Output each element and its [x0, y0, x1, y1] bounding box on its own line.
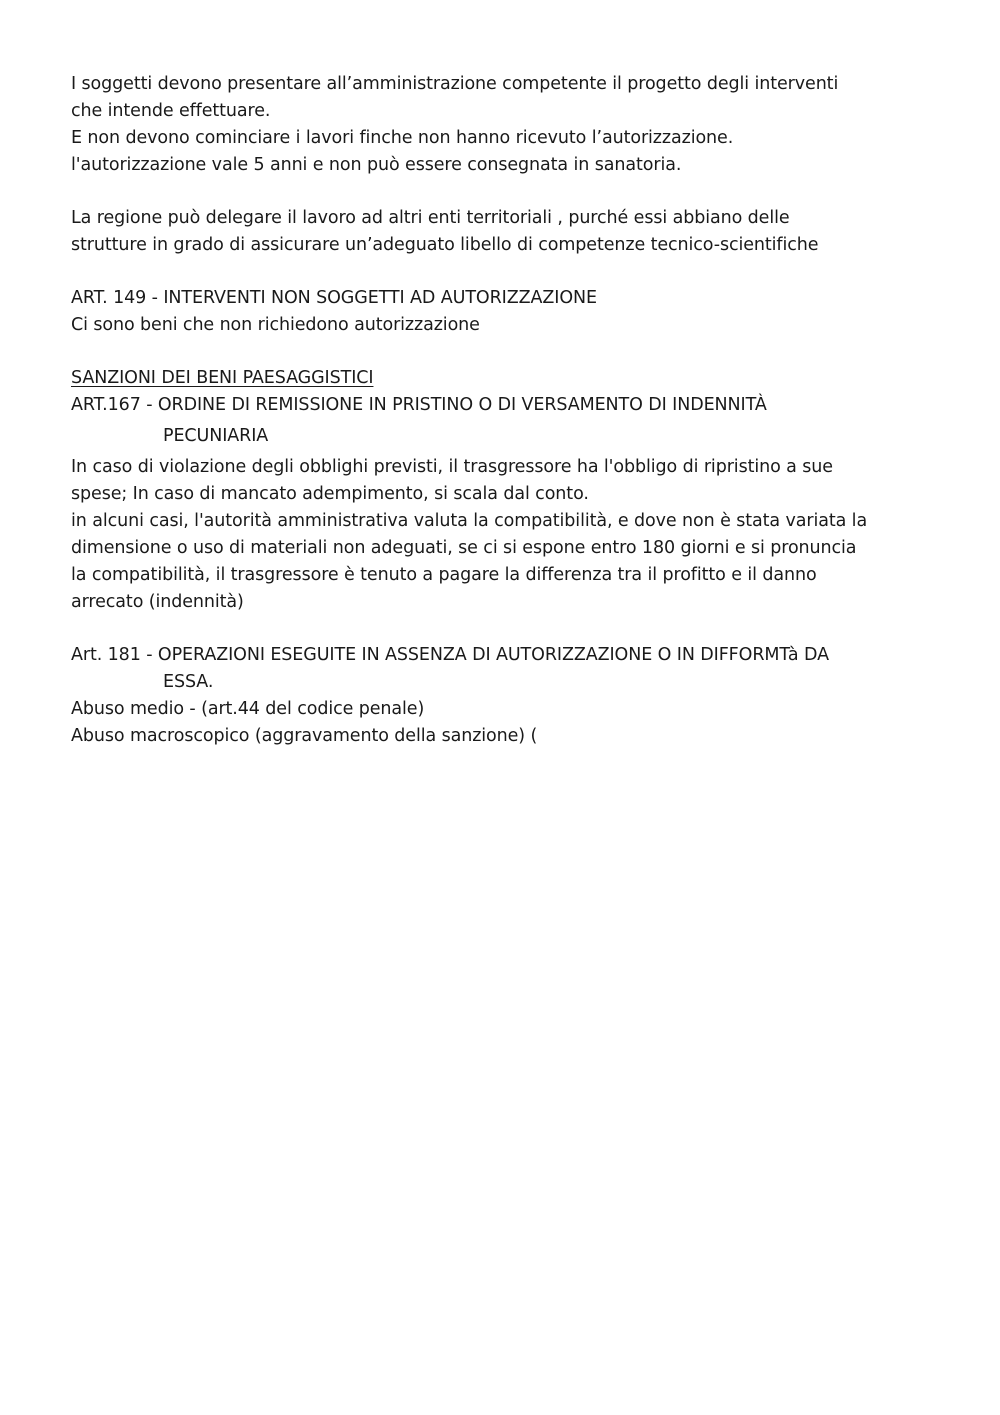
- paragraph-authorization-request: [71, 71, 931, 179]
- text-line: che intende effettuare.: [71, 101, 271, 121]
- article-heading: Art. 181 - OPERAZIONI ESEGUITE IN ASSENZA DI AUTORIZZAZIONE O IN DIFFORMTà DA: [71, 645, 829, 665]
- article-heading: ART. 149 - INTERVENTI NON SOGGETTI AD AUTORIZZAZIONE: [71, 288, 597, 308]
- list-item: Abuso medio - (art.44 del codice penale): [71, 699, 425, 719]
- text-line: In caso di violazione degli obblighi previsti, il trasgressore ha l'obbligo di ripristino a sue: [71, 457, 833, 477]
- paragraph-spacer: [71, 259, 931, 285]
- section-art-149: [71, 285, 931, 339]
- document-body: [71, 71, 931, 750]
- text-line: E non devono cominciare i lavori finche non hanno ricevuto l’autorizzazione.: [71, 128, 734, 148]
- paragraph-spacer: [71, 179, 931, 205]
- article-heading: ART.167 - ORDINE DI REMISSIONE IN PRISTINO O DI VERSAMENTO DI INDENNITÀ: [71, 395, 767, 415]
- section-sanzioni: [71, 365, 931, 616]
- article-heading-continuation: ESSA.: [163, 672, 214, 692]
- paragraph-spacer: [71, 339, 931, 365]
- list-item: Abuso macroscopico (aggravamento della sanzione) (: [71, 726, 538, 746]
- text-line: la compatibilità, il trasgressore è tenuto a pagare la differenza tra il profitto e il danno: [71, 565, 817, 585]
- paragraph-region-delegation: [71, 205, 931, 259]
- text-line: l'autorizzazione vale 5 anni e non può essere consegnata in sanatoria.: [71, 155, 682, 175]
- text-line: Ci sono beni che non richiedono autorizzazione: [71, 315, 480, 335]
- text-line: spese; In caso di mancato adempimento, si scala dal conto.: [71, 484, 589, 504]
- section-title: SANZIONI DEI BENI PAESAGGISTICI: [71, 368, 374, 388]
- text-line: strutture in grado di assicurare un’adeguato libello di competenze tecnico-scientifiche: [71, 235, 819, 255]
- text-line: arrecato (indennità): [71, 592, 244, 612]
- text-line: I soggetti devono presentare all’amministrazione competente il progetto degli interventi: [71, 74, 839, 94]
- paragraph-spacer: [71, 616, 931, 642]
- section-art-181: [71, 642, 931, 750]
- text-line: La regione può delegare il lavoro ad altri enti territoriali , purché essi abbiano delle: [71, 208, 790, 228]
- text-line: in alcuni casi, l'autorità amministrativa valuta la compatibilità, e dove non è stata variata la: [71, 511, 868, 531]
- article-heading-continuation: PECUNIARIA: [163, 426, 269, 446]
- text-line: dimensione o uso di materiali non adeguati, se ci si espone entro 180 giorni e si pronuncia: [71, 538, 857, 558]
